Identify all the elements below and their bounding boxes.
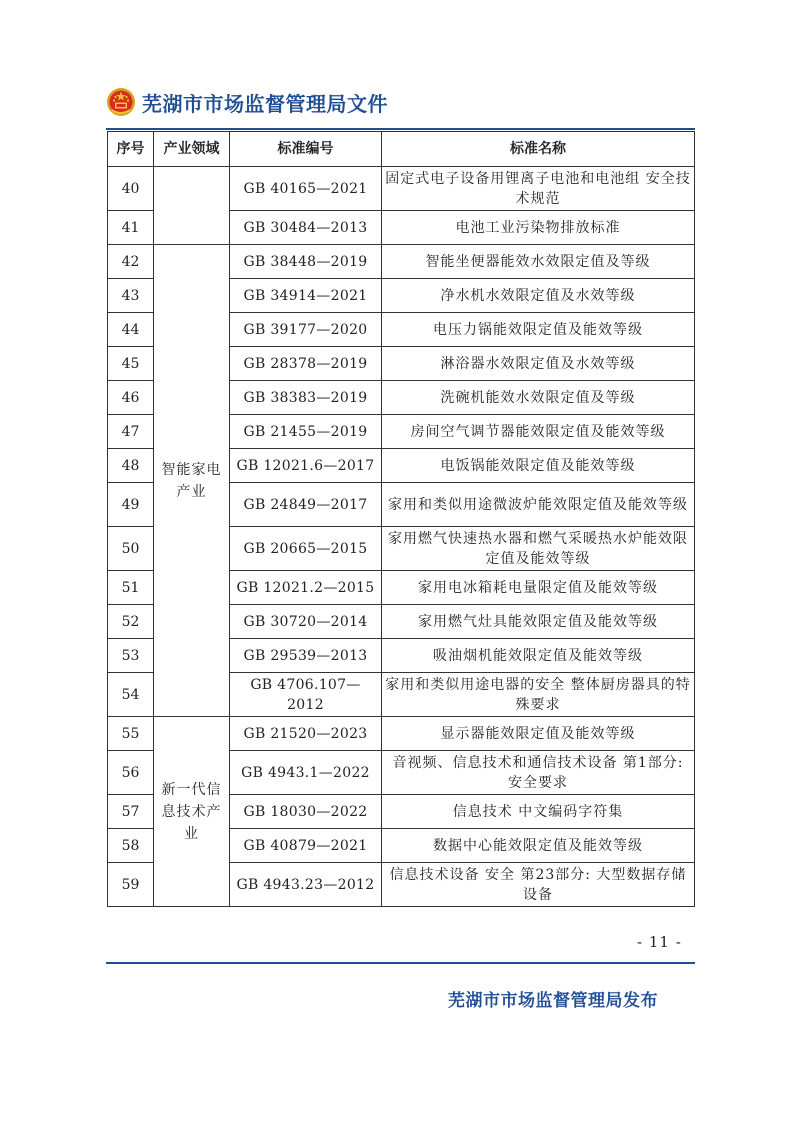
standard-name: 吸油烟机能效限定值及能效等级 — [382, 639, 695, 673]
standard-code: GB 4943.23—2012 — [230, 863, 382, 907]
standard-name: 家用和类似用途微波炉能效限定值及能效等级 — [382, 483, 695, 527]
standard-code: GB 38383—2019 — [230, 381, 382, 415]
column-header-number: 序号 — [108, 132, 154, 167]
row-number: 52 — [108, 605, 154, 639]
standards-table — [107, 131, 695, 907]
row-number: 40 — [108, 167, 154, 211]
standard-code: GB 40879—2021 — [230, 829, 382, 863]
standard-code: GB 39177—2020 — [230, 313, 382, 347]
standard-code: GB 29539—2013 — [230, 639, 382, 673]
industry-cell: 智能家电产业 — [154, 245, 230, 717]
row-number: 48 — [108, 449, 154, 483]
industry-cell: 新一代信息技术产业 — [154, 717, 230, 907]
row-number: 51 — [108, 571, 154, 605]
standard-name: 房间空气调节器能效限定值及能效等级 — [382, 415, 695, 449]
standard-name: 显示器能效限定值及能效等级 — [382, 717, 695, 751]
row-number: 43 — [108, 279, 154, 313]
table-header-row — [108, 132, 695, 167]
footer-divider — [106, 962, 695, 964]
standard-code: GB 4706.107—2012 — [230, 673, 382, 717]
row-number: 54 — [108, 673, 154, 717]
table-row — [108, 245, 695, 279]
row-number: 56 — [108, 751, 154, 795]
standard-name: 电池工业污染物排放标准 — [382, 211, 695, 245]
standard-name: 信息技术设备 安全 第23部分: 大型数据存储设备 — [382, 863, 695, 907]
standard-name: 音视频、信息技术和通信技术设备 第1部分:安全要求 — [382, 751, 695, 795]
row-number: 59 — [108, 863, 154, 907]
table-body — [108, 167, 695, 907]
column-header-standard-name: 标准名称 — [382, 132, 695, 167]
table-row — [108, 717, 695, 751]
standard-name: 家用燃气快速热水器和燃气采暖热水炉能效限定值及能效等级 — [382, 527, 695, 571]
row-number: 46 — [108, 381, 154, 415]
standard-code: GB 21520—2023 — [230, 717, 382, 751]
document-header — [106, 84, 388, 120]
row-number: 58 — [108, 829, 154, 863]
standard-name: 智能坐便器能效水效限定值及等级 — [382, 245, 695, 279]
industry-cell — [154, 167, 230, 245]
standard-name: 信息技术 中文编码字符集 — [382, 795, 695, 829]
standard-name: 净水机水效限定值及水效等级 — [382, 279, 695, 313]
standard-code: GB 20665—2015 — [230, 527, 382, 571]
standard-code: GB 34914—2021 — [230, 279, 382, 313]
row-number: 42 — [108, 245, 154, 279]
header-divider — [106, 128, 695, 130]
standard-code: GB 21455—2019 — [230, 415, 382, 449]
standard-name: 电压力锅能效限定值及能效等级 — [382, 313, 695, 347]
row-number: 44 — [108, 313, 154, 347]
standard-name: 淋浴器水效限定值及水效等级 — [382, 347, 695, 381]
standard-code: GB 30720—2014 — [230, 605, 382, 639]
row-number: 41 — [108, 211, 154, 245]
standard-code: GB 12021.2—2015 — [230, 571, 382, 605]
publisher-line: 芜湖市市场监督管理局发布 — [448, 991, 658, 1011]
standard-code: GB 12021.6—2017 — [230, 449, 382, 483]
row-number: 53 — [108, 639, 154, 673]
document-title: 芜湖市市场监督管理局文件 — [142, 91, 388, 116]
standard-code: GB 40165—2021 — [230, 167, 382, 211]
standard-name: 固定式电子设备用锂离子电池和电池组 安全技术规范 — [382, 167, 695, 211]
table-row — [108, 167, 695, 211]
row-number: 50 — [108, 527, 154, 571]
standard-name: 家用和类似用途电器的安全 整体厨房器具的特殊要求 — [382, 673, 695, 717]
row-number: 47 — [108, 415, 154, 449]
standard-code: GB 38448—2019 — [230, 245, 382, 279]
national-emblem-icon — [106, 87, 136, 117]
standard-name: 数据中心能效限定值及能效等级 — [382, 829, 695, 863]
column-header-standard-code: 标准编号 — [230, 132, 382, 167]
standard-code: GB 18030—2022 — [230, 795, 382, 829]
standard-name: 电饭锅能效限定值及能效等级 — [382, 449, 695, 483]
row-number: 45 — [108, 347, 154, 381]
standard-code: GB 30484—2013 — [230, 211, 382, 245]
row-number: 49 — [108, 483, 154, 527]
standard-name: 洗碗机能效水效限定值及等级 — [382, 381, 695, 415]
standard-code: GB 4943.1—2022 — [230, 751, 382, 795]
row-number: 55 — [108, 717, 154, 751]
column-header-industry: 产业领域 — [154, 132, 230, 167]
row-number: 57 — [108, 795, 154, 829]
standard-code: GB 24849—2017 — [230, 483, 382, 527]
standard-code: GB 28378—2019 — [230, 347, 382, 381]
standard-name: 家用燃气灶具能效限定值及能效等级 — [382, 605, 695, 639]
standard-name: 家用电冰箱耗电量限定值及能效等级 — [382, 571, 695, 605]
page-number: - 11 - — [637, 933, 682, 951]
